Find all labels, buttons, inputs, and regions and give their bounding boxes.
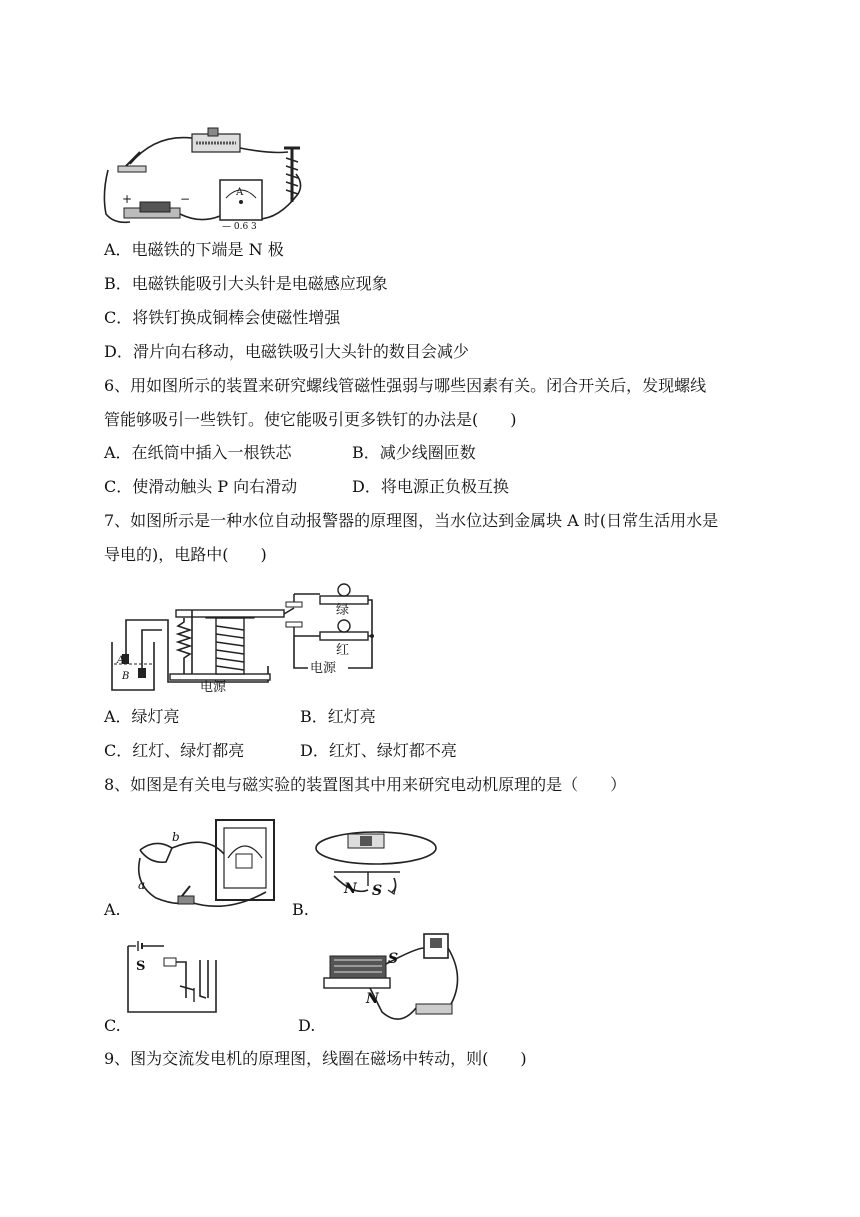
q8-label-a: A. — [104, 900, 121, 919]
q8-figure-d — [320, 928, 468, 1032]
fig-d-label-n: N — [366, 991, 379, 1007]
q7-stem-line1: 7、如图所示是一种水位自动报警器的原理图，当水位达到金属块 A 时(日常生活用水是 — [104, 511, 719, 530]
power-label-bottom: 电源 — [200, 680, 227, 695]
q8-figure-c — [124, 938, 220, 1014]
q6-option-a: A．在纸筒中插入一根铁芯 — [104, 443, 292, 462]
fig-c-label-s: S — [136, 959, 146, 974]
q5-option-c: C．将铁钉换成铜棒会使磁性增强 — [104, 308, 341, 327]
green-lamp-label: 绿 — [336, 603, 350, 618]
q9-stem: 9、图为交流发电机的原理图，线圈在磁场中转动，则( ) — [104, 1049, 527, 1068]
q8-figure-a — [126, 814, 286, 916]
q8-stem: 8、如图是有关电与磁实验的装置图其中用来研究电动机原理的是（ ） — [104, 775, 627, 794]
q6-option-d: D．将电源正负极互换 — [352, 477, 509, 496]
q6-option-b: B．减少线圈匝数 — [352, 443, 476, 462]
q5-option-d: D．滑片向右移动，电磁铁吸引大头针的数目会减少 — [104, 342, 469, 361]
q7-option-d: D．红灯、绿灯都不亮 — [300, 741, 457, 760]
fig-b-label-n: N — [344, 881, 357, 897]
q5-option-b: B．电磁铁能吸引大头针是电磁感应现象 — [104, 274, 388, 293]
q6-option-c: C．使滑动触头 P 向右滑动 — [104, 477, 298, 496]
q8-label-b: B. — [292, 900, 309, 919]
metal-block-a-label: A — [117, 655, 125, 666]
red-lamp-label: 红 — [336, 643, 350, 658]
fig-a-label-a: a — [138, 878, 146, 892]
battery-minus-label: − — [180, 192, 191, 206]
power-label-right: 电源 — [310, 661, 337, 676]
ammeter-letter: A — [236, 187, 244, 198]
q7-option-a: A．绿灯亮 — [104, 707, 180, 726]
q5-option-a: A．电磁铁的下端是 N 极 — [104, 240, 284, 259]
q8-label-c: C. — [104, 1016, 121, 1035]
battery-plus-label: + — [122, 192, 133, 206]
q7-option-c: C．红灯、绿灯都亮 — [104, 741, 245, 760]
q6-stem-line1: 6、用如图所示的装置来研究螺线管磁性强弱与哪些因素有关。闭合开关后，发现螺线 — [104, 376, 707, 395]
fig-a-label-b: b — [172, 830, 180, 844]
fig-d-label-s: S — [388, 951, 399, 967]
metal-block-b-label: B — [122, 671, 130, 682]
q7-alarm-figure — [108, 582, 380, 698]
ammeter-scale: — 0.6 3 — [222, 222, 257, 232]
q6-stem-line2: 管能够吸引一些铁钉。使它能吸引更多铁钉的办法是( ) — [104, 410, 517, 429]
fig-b-label-s: S — [372, 883, 383, 899]
q7-stem-line2: 导电的)，电路中( ) — [104, 545, 267, 564]
q7-option-b: B．红灯亮 — [300, 707, 376, 726]
q5-circuit-figure — [100, 124, 310, 232]
q8-label-d: D. — [298, 1016, 316, 1035]
q8-figure-b — [314, 826, 444, 904]
